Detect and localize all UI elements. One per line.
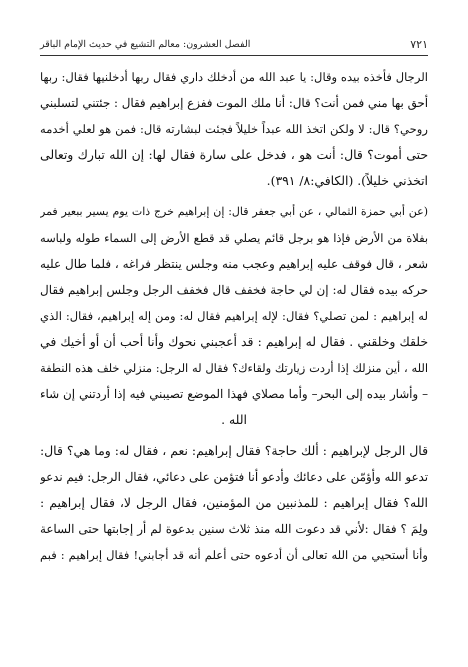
text-line: روحي؟ قال: لا ولكن اتخذ الله عبداً خليلاً فجئت لبشارته قال: فمن هو لعلي أخدمه	[40, 122, 428, 136]
text-line: اتخذني خليلاً). (الكافي:٨/ ٣٩١).	[266, 173, 428, 188]
page-number: ٧٢١	[410, 37, 428, 51]
paragraph	[40, 64, 428, 194]
text-line: له إبراهيم : لمن تصلي؟ فقال: لإله إبراهيم فقال له: ومن إله إبراهيم، فقال: الذي	[40, 309, 428, 323]
text-line: حتى أموت؟ قال: أنت هو ، فدخل على سارة فقال لها: إن الله تبارك وتعالى	[40, 147, 428, 162]
page-body	[40, 64, 428, 568]
text-line: (عن أبي حمزة الثمالي ، عن أبي جعفر قال: إن إبراهيم خرج ذات يوم يسير ببعير فمر	[40, 205, 428, 218]
text-line: خلقك وخلقني . فقال له إبراهيم : قد أعجبني نحوك وأنا أحب أن أو أخيك في	[40, 334, 428, 349]
paragraph	[40, 199, 428, 433]
text-line: شعر ، قال فوقف عليه إبراهيم وعجب منه وجلس ينتظر فراغه ، فلما طال عليه	[40, 257, 428, 271]
text-line: الله ، أين منزلك إذا أردت زيارتك ولقاءك؟ فقال له الرجل: منزلي خلف هذه النطفة	[40, 361, 428, 375]
text-line: أحق بها مني فمن أنت؟ قال: أنا ملك الموت ففزع إبراهيم فقال : جئتني لتسلبني	[40, 96, 428, 110]
text-line: تدعو الله وأؤمّن على دعائك وأدعو أنا فتؤمن على دعائي، فقال الرجل: فيم ندعو	[40, 470, 428, 484]
text-line: – وأشار بيده إلى البحر– وأما مصلاي فهذا الموضع تصيبني فيه إذا أردتني إن شاء	[40, 387, 428, 401]
text-line: بفلاة من الأرض فإذا هو برجل قائم يصلي قد قطع الأرض إلى السماء طوله ولباسه	[40, 231, 428, 245]
running-title: الفصل العشرون: معالم التشيع في حديث الإمام الباقر‍	[40, 38, 251, 50]
text-line: وأنا أستحيي من الله تعالى أن أدعوه حتى أعلم أنه قد أجابني! فقال إبراهيم : فبم	[40, 548, 428, 562]
text-line: حركه بيده فقال له: إن لي حاجة فخفف قال فخفف الرجل وجلس إبراهيم فقال	[40, 283, 428, 297]
text-line: الرجال فأخذه بيده وقال: يا عبد الله من أدخلك داري فقال ربها أدخلنيها فقال: ربها	[40, 70, 428, 84]
paragraph	[40, 438, 428, 568]
text-line: الله .	[221, 412, 247, 427]
text-line: ولِمَ ؟ فقال :لأني قد دعوت الله منذ ثلاث سنين بدعوة لم أر إجابتها حتى الساعة	[40, 522, 428, 536]
header-divider	[40, 55, 428, 56]
text-line: قال الرجل لإبراهيم : ألك حاجة؟ فقال إبراهيم: نعم ، فقال له: وما هي؟ قال:	[40, 443, 428, 458]
text-line: الله؟ فقال إبراهيم : للمذنبين من المؤمنين، فقال الرجل لا، فقال إبراهيم :	[40, 495, 428, 510]
page-header	[40, 36, 428, 52]
